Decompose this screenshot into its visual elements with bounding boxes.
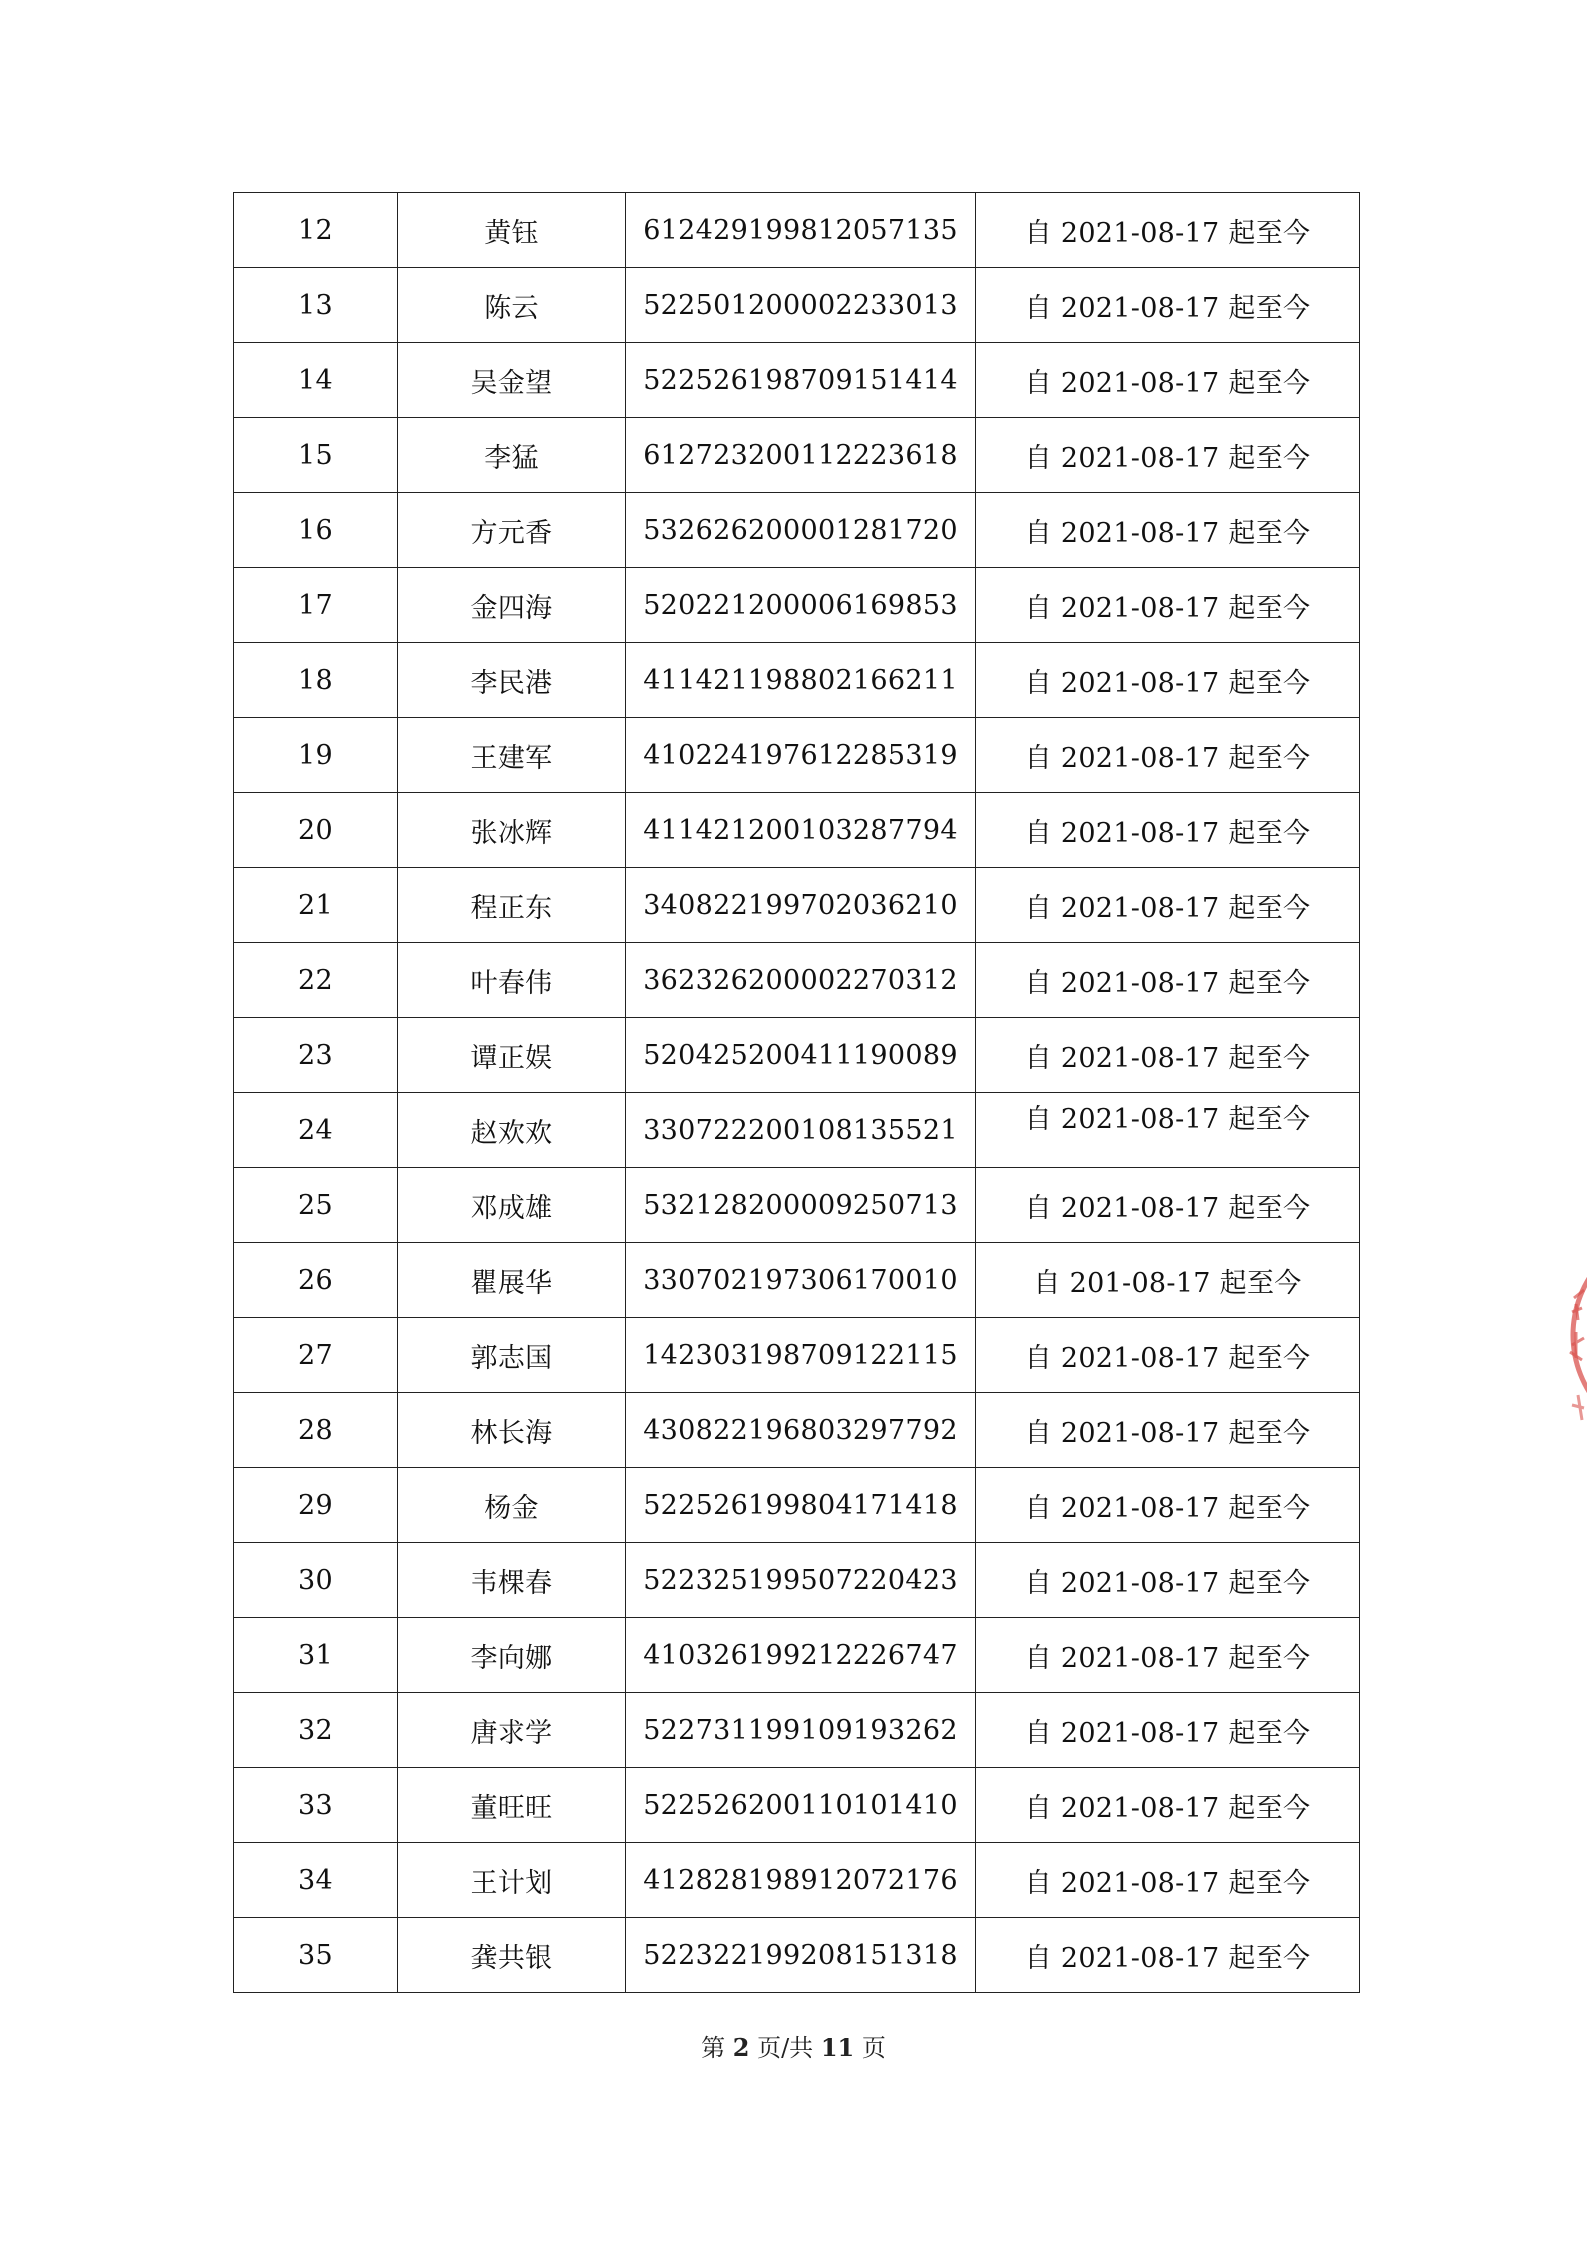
page-footer (0, 2028, 1587, 2063)
name-cell: 韦棵春 (398, 1543, 626, 1618)
id-number-cell: 522501200002233013 (626, 268, 976, 343)
period-cell: 自 2021-08-17 起至今 (976, 343, 1360, 418)
table-row (234, 718, 1360, 793)
name-cell: 李向娜 (398, 1618, 626, 1693)
id-number-cell: 362326200002270312 (626, 943, 976, 1018)
name-cell: 林长海 (398, 1393, 626, 1468)
personnel-table (233, 192, 1360, 1993)
table-row (234, 1318, 1360, 1393)
id-number-cell: 430822196803297792 (626, 1393, 976, 1468)
id-number-cell: 522322199208151318 (626, 1918, 976, 1993)
row-number-cell: 35 (234, 1918, 398, 1993)
row-number-cell: 19 (234, 718, 398, 793)
name-cell: 叶春伟 (398, 943, 626, 1018)
period-cell: 自 2021-08-17 起至今 (976, 1468, 1360, 1543)
period-cell: 自 2021-08-17 起至今 (976, 1093, 1360, 1168)
name-cell: 龚共银 (398, 1918, 626, 1993)
row-number-cell: 29 (234, 1468, 398, 1543)
name-cell: 董旺旺 (398, 1768, 626, 1843)
row-number-cell: 17 (234, 568, 398, 643)
row-number-cell: 23 (234, 1018, 398, 1093)
period-cell: 自 2021-08-17 起至今 (976, 1018, 1360, 1093)
period-cell: 自 2021-08-17 起至今 (976, 1618, 1360, 1693)
name-cell: 方元香 (398, 493, 626, 568)
table-row (234, 418, 1360, 493)
id-number-cell: 411421198802166211 (626, 643, 976, 718)
period-cell: 自 2021-08-17 起至今 (976, 1318, 1360, 1393)
period-cell: 自 2021-08-17 起至今 (976, 1693, 1360, 1768)
id-number-cell: 330702197306170010 (626, 1243, 976, 1318)
name-cell: 李民港 (398, 643, 626, 718)
period-cell: 自 2021-08-17 起至今 (976, 643, 1360, 718)
name-cell: 唐求学 (398, 1693, 626, 1768)
period-cell: 自 2021-08-17 起至今 (976, 418, 1360, 493)
id-number-cell: 522526198709151414 (626, 343, 976, 418)
row-number-cell: 34 (234, 1843, 398, 1918)
row-number-cell: 18 (234, 643, 398, 718)
id-number-cell: 612429199812057135 (626, 193, 976, 268)
table-row (234, 793, 1360, 868)
row-number-cell: 13 (234, 268, 398, 343)
period-cell: 自 2021-08-17 起至今 (976, 1168, 1360, 1243)
table-row (234, 868, 1360, 943)
row-number-cell: 31 (234, 1618, 398, 1693)
table-row (234, 943, 1360, 1018)
footer-middle: 页/共 (757, 2034, 814, 2062)
table-row (234, 1468, 1360, 1543)
seal-glyph-3 (1572, 1395, 1584, 1420)
id-number-cell: 612723200112223618 (626, 418, 976, 493)
id-number-cell: 412828198912072176 (626, 1843, 976, 1918)
period-cell: 自 201-08-17 起至今 (976, 1243, 1360, 1318)
id-number-cell: 520221200006169853 (626, 568, 976, 643)
id-number-cell: 330722200108135521 (626, 1093, 976, 1168)
row-number-cell: 26 (234, 1243, 398, 1318)
table-row (234, 1693, 1360, 1768)
period-cell: 自 2021-08-17 起至今 (976, 1918, 1360, 1993)
row-number-cell: 25 (234, 1168, 398, 1243)
footer-suffix: 页 (861, 2034, 886, 2062)
table-row (234, 343, 1360, 418)
name-cell: 郭志国 (398, 1318, 626, 1393)
id-number-cell: 340822199702036210 (626, 868, 976, 943)
table-row (234, 1393, 1360, 1468)
period-cell: 自 2021-08-17 起至今 (976, 718, 1360, 793)
id-number-cell: 532128200009250713 (626, 1168, 976, 1243)
current-page-number: 2 (732, 2033, 750, 2062)
footer-prefix: 第 (701, 2034, 726, 2062)
id-number-cell: 522526200110101410 (626, 1768, 976, 1843)
row-number-cell: 30 (234, 1543, 398, 1618)
name-cell: 李猛 (398, 418, 626, 493)
table-row (234, 1018, 1360, 1093)
table-row (234, 1543, 1360, 1618)
row-number-cell: 22 (234, 943, 398, 1018)
id-number-cell: 532626200001281720 (626, 493, 976, 568)
period-cell: 自 2021-08-17 起至今 (976, 793, 1360, 868)
period-cell: 自 2021-08-17 起至今 (976, 943, 1360, 1018)
row-number-cell: 14 (234, 343, 398, 418)
table-row (234, 1918, 1360, 1993)
personnel-table-body (234, 193, 1360, 1993)
id-number-cell: 410326199212226747 (626, 1618, 976, 1693)
table-row (234, 1768, 1360, 1843)
id-number-cell: 410224197612285319 (626, 718, 976, 793)
row-number-cell: 16 (234, 493, 398, 568)
name-cell: 陈云 (398, 268, 626, 343)
name-cell: 吴金望 (398, 343, 626, 418)
name-cell: 杨金 (398, 1468, 626, 1543)
row-number-cell: 33 (234, 1768, 398, 1843)
period-cell: 自 2021-08-17 起至今 (976, 868, 1360, 943)
name-cell: 王计划 (398, 1843, 626, 1918)
name-cell: 张冰辉 (398, 793, 626, 868)
name-cell: 瞿展华 (398, 1243, 626, 1318)
name-cell: 黄钰 (398, 193, 626, 268)
seal-fragment-graphic (1566, 1220, 1587, 1450)
name-cell: 王建军 (398, 718, 626, 793)
id-number-cell: 411421200103287794 (626, 793, 976, 868)
period-cell: 自 2021-08-17 起至今 (976, 1543, 1360, 1618)
id-number-cell: 522731199109193262 (626, 1693, 976, 1768)
name-cell: 赵欢欢 (398, 1093, 626, 1168)
period-cell: 自 2021-08-17 起至今 (976, 1393, 1360, 1468)
row-number-cell: 32 (234, 1693, 398, 1768)
name-cell: 程正东 (398, 868, 626, 943)
table-row (234, 493, 1360, 568)
name-cell: 谭正娱 (398, 1018, 626, 1093)
period-cell: 自 2021-08-17 起至今 (976, 193, 1360, 268)
id-number-cell: 522325199507220423 (626, 1543, 976, 1618)
row-number-cell: 27 (234, 1318, 398, 1393)
table-row (234, 268, 1360, 343)
table-row (234, 1243, 1360, 1318)
table-row (234, 643, 1360, 718)
period-cell: 自 2021-08-17 起至今 (976, 268, 1360, 343)
red-seal-stamp (1566, 1220, 1587, 1450)
row-number-cell: 12 (234, 193, 398, 268)
row-number-cell: 24 (234, 1093, 398, 1168)
row-number-cell: 28 (234, 1393, 398, 1468)
period-cell: 自 2021-08-17 起至今 (976, 493, 1360, 568)
total-page-count: 11 (820, 2033, 855, 2062)
period-cell: 自 2021-08-17 起至今 (976, 1768, 1360, 1843)
name-cell: 金四海 (398, 568, 626, 643)
row-number-cell: 21 (234, 868, 398, 943)
row-number-cell: 20 (234, 793, 398, 868)
table-row (234, 1168, 1360, 1243)
id-number-cell: 520425200411190089 (626, 1018, 976, 1093)
id-number-cell: 522526199804171418 (626, 1468, 976, 1543)
table-row (234, 1618, 1360, 1693)
name-cell: 邓成雄 (398, 1168, 626, 1243)
table-row (234, 1093, 1360, 1168)
period-cell: 自 2021-08-17 起至今 (976, 568, 1360, 643)
table-row (234, 193, 1360, 268)
row-number-cell: 15 (234, 418, 398, 493)
table-row (234, 1843, 1360, 1918)
id-number-cell: 142303198709122115 (626, 1318, 976, 1393)
table-row (234, 568, 1360, 643)
period-cell: 自 2021-08-17 起至今 (976, 1843, 1360, 1918)
